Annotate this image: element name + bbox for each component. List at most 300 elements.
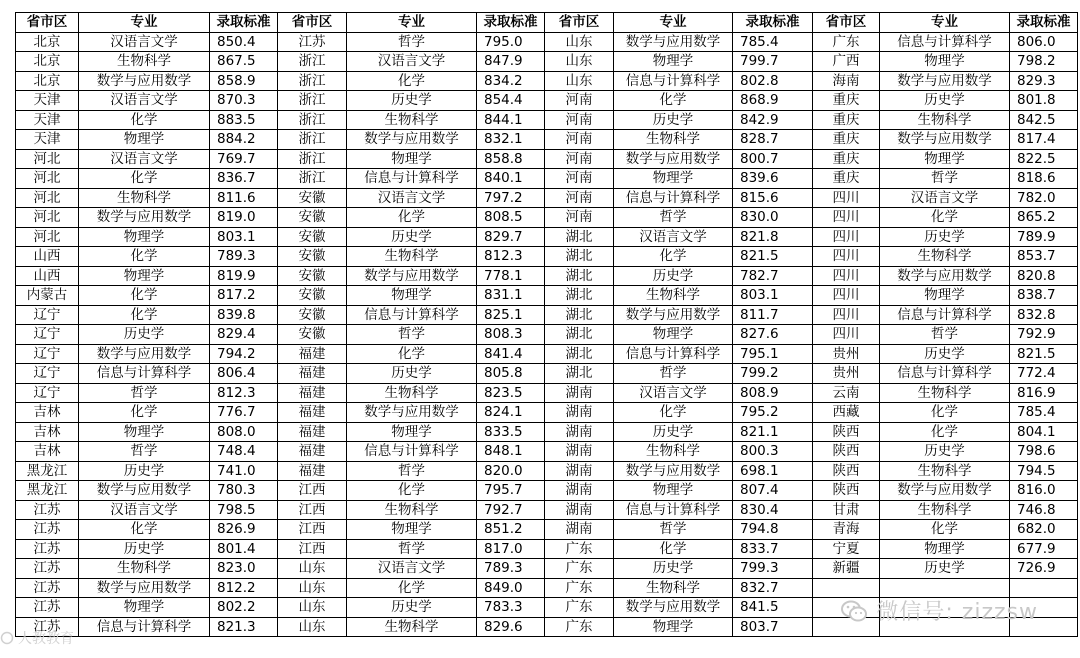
corner-logo: [0, 628, 74, 648]
score-cell: 808.0: [210, 422, 278, 442]
score-cell: 822.5: [1010, 149, 1078, 169]
major-cell: 数学与应用数学: [79, 208, 210, 228]
major-cell: 历史学: [347, 91, 477, 111]
province-cell: 甘肃: [813, 500, 880, 520]
major-cell: 哲学: [880, 325, 1010, 345]
province-header: 省市区: [813, 13, 880, 33]
score-cell: 798.6: [1010, 442, 1078, 462]
score-cell: 821.3: [210, 617, 278, 637]
header-row: [16, 13, 1078, 33]
table-row: [16, 110, 1078, 130]
major-cell: 数学与应用数学: [347, 130, 477, 150]
table-row: [16, 266, 1078, 286]
score-cell: 829.3: [1010, 71, 1078, 91]
score-cell: 819.9: [210, 266, 278, 286]
province-cell: 河北: [16, 227, 79, 247]
score-cell: 844.1: [477, 110, 545, 130]
score-cell: 832.8: [1010, 305, 1078, 325]
score-cell: 799.7: [733, 52, 813, 72]
score-cell: 842.9: [733, 110, 813, 130]
score-cell: 782.7: [733, 266, 813, 286]
province-cell: 广西: [813, 52, 880, 72]
major-cell: 汉语言文学: [614, 383, 733, 403]
province-cell: 河北: [16, 169, 79, 189]
major-cell: 化学: [79, 169, 210, 189]
province-cell: 安徽: [278, 325, 347, 345]
table-body: [16, 32, 1078, 637]
score-cell: 776.7: [210, 403, 278, 423]
province-cell: 北京: [16, 71, 79, 91]
score-cell: 833.7: [733, 539, 813, 559]
score-cell: 829.4: [210, 325, 278, 345]
province-cell: 黑龙江: [16, 461, 79, 481]
score-cell: 792.7: [477, 500, 545, 520]
major-cell: 数学与应用数学: [614, 32, 733, 52]
major-cell: 历史学: [347, 598, 477, 618]
province-cell: 河南: [545, 110, 614, 130]
score-cell: 794.8: [733, 520, 813, 540]
score-cell: 816.0: [1010, 481, 1078, 501]
logo-icon: [0, 631, 14, 645]
province-cell: 内蒙古: [16, 286, 79, 306]
province-cell: 河南: [545, 169, 614, 189]
province-cell: 四川: [813, 227, 880, 247]
province-cell: 北京: [16, 32, 79, 52]
province-cell: 浙江: [278, 149, 347, 169]
major-cell: 化学: [347, 578, 477, 598]
table-row: [16, 149, 1078, 169]
score-cell: 838.7: [1010, 286, 1078, 306]
province-cell: 湖南: [545, 403, 614, 423]
province-cell: 江苏: [16, 617, 79, 637]
province-cell: 广东: [813, 32, 880, 52]
table-row: [16, 520, 1078, 540]
major-cell: 化学: [79, 403, 210, 423]
wechat-icon: [840, 599, 868, 623]
province-cell: 贵州: [813, 344, 880, 364]
major-cell: 信息与计算科学: [614, 500, 733, 520]
province-cell: 河北: [16, 208, 79, 228]
score-cell: 867.5: [210, 52, 278, 72]
major-cell: 化学: [880, 403, 1010, 423]
major-cell: 历史学: [614, 110, 733, 130]
score-cell: 802.2: [210, 598, 278, 618]
major-cell: 物理学: [614, 169, 733, 189]
score-cell: 769.7: [210, 149, 278, 169]
province-cell: 江苏: [16, 578, 79, 598]
table-row: [16, 227, 1078, 247]
province-cell: 广东: [545, 617, 614, 637]
major-cell: 生物科学: [614, 286, 733, 306]
score-cell: 812.2: [210, 578, 278, 598]
corner-logo-text: 人教教育: [18, 631, 74, 647]
major-cell: 物理学: [347, 422, 477, 442]
score-header: 录取标准: [1010, 13, 1078, 33]
major-cell: 数学与应用数学: [880, 266, 1010, 286]
province-cell: 福建: [278, 461, 347, 481]
score-cell: 778.1: [477, 266, 545, 286]
province-cell: 宁夏: [813, 539, 880, 559]
major-cell: 物理学: [614, 52, 733, 72]
major-cell: 哲学: [347, 325, 477, 345]
score-cell: 812.3: [477, 247, 545, 267]
province-cell: 湖南: [545, 520, 614, 540]
province-cell: 江苏: [16, 500, 79, 520]
major-cell: 生物科学: [79, 559, 210, 579]
major-cell: 哲学: [614, 364, 733, 384]
score-cell: 785.4: [733, 32, 813, 52]
province-cell: 湖北: [545, 305, 614, 325]
table-row: [16, 325, 1078, 345]
major-cell: 哲学: [880, 169, 1010, 189]
province-cell: 陕西: [813, 442, 880, 462]
score-cell: 795.1: [733, 344, 813, 364]
score-cell: 840.1: [477, 169, 545, 189]
score-cell: 841.5: [733, 598, 813, 618]
score-cell: 801.8: [1010, 91, 1078, 111]
province-cell: 四川: [813, 325, 880, 345]
major-cell: 历史学: [79, 461, 210, 481]
province-cell: 河南: [545, 188, 614, 208]
score-cell: 821.5: [1010, 344, 1078, 364]
score-cell: 803.1: [210, 227, 278, 247]
province-cell: 新疆: [813, 559, 880, 579]
major-cell: 信息与计算科学: [614, 71, 733, 91]
score-cell: 825.1: [477, 305, 545, 325]
major-cell: 化学: [614, 91, 733, 111]
major-cell: 化学: [347, 481, 477, 501]
province-cell: 山西: [16, 247, 79, 267]
province-cell: 辽宁: [16, 364, 79, 384]
score-cell: 817.2: [210, 286, 278, 306]
score-cell: 830.0: [733, 208, 813, 228]
score-cell: 795.0: [477, 32, 545, 52]
score-cell: 807.4: [733, 481, 813, 501]
score-cell: 808.9: [733, 383, 813, 403]
score-cell: 804.1: [1010, 422, 1078, 442]
province-cell: 天津: [16, 110, 79, 130]
score-cell: 839.8: [210, 305, 278, 325]
score-cell: 803.1: [733, 286, 813, 306]
table-row: [16, 208, 1078, 228]
province-cell: 安徽: [278, 188, 347, 208]
province-cell: 山东: [278, 559, 347, 579]
major-cell: 汉语言文学: [347, 559, 477, 579]
major-cell: 信息与计算科学: [880, 305, 1010, 325]
score-cell: 829.7: [477, 227, 545, 247]
province-cell: 陕西: [813, 461, 880, 481]
province-cell: 江西: [278, 500, 347, 520]
province-cell: 福建: [278, 383, 347, 403]
major-cell: 数学与应用数学: [79, 481, 210, 501]
major-cell: 哲学: [79, 442, 210, 462]
province-cell: 浙江: [278, 52, 347, 72]
table-row: [16, 71, 1078, 91]
major-cell: 物理学: [79, 266, 210, 286]
province-cell: 广东: [545, 578, 614, 598]
major-cell: 化学: [347, 71, 477, 91]
province-cell: 山东: [278, 578, 347, 598]
score-cell: 746.8: [1010, 500, 1078, 520]
score-cell: 841.4: [477, 344, 545, 364]
major-cell: 哲学: [347, 461, 477, 481]
score-cell: 847.9: [477, 52, 545, 72]
score-cell: 836.7: [210, 169, 278, 189]
score-cell: 848.1: [477, 442, 545, 462]
major-cell: 生物科学: [79, 188, 210, 208]
score-cell: 794.5: [1010, 461, 1078, 481]
major-cell: 生物科学: [614, 130, 733, 150]
score-cell: 799.2: [733, 364, 813, 384]
score-cell: 868.9: [733, 91, 813, 111]
province-cell: 福建: [278, 364, 347, 384]
score-cell: 817.0: [477, 539, 545, 559]
major-cell: 信息与计算科学: [614, 344, 733, 364]
province-cell: 河南: [545, 149, 614, 169]
province-cell: 辽宁: [16, 325, 79, 345]
major-header: 专业: [347, 13, 477, 33]
score-cell: 802.8: [733, 71, 813, 91]
province-cell: 江苏: [16, 559, 79, 579]
major-cell: 物理学: [880, 149, 1010, 169]
province-cell: 安徽: [278, 266, 347, 286]
score-cell: 828.7: [733, 130, 813, 150]
table-row: [16, 383, 1078, 403]
major-cell: 数学与应用数学: [79, 578, 210, 598]
province-cell: 青海: [813, 520, 880, 540]
score-cell: 792.9: [1010, 325, 1078, 345]
province-cell: 四川: [813, 208, 880, 228]
major-cell: 历史学: [880, 559, 1010, 579]
major-cell: 历史学: [880, 227, 1010, 247]
major-cell: 生物科学: [880, 500, 1010, 520]
table-row: [16, 481, 1078, 501]
table-row: [16, 559, 1078, 579]
major-cell: 历史学: [79, 325, 210, 345]
score-cell: 806.4: [210, 364, 278, 384]
province-cell: 陕西: [813, 422, 880, 442]
table-row: [16, 500, 1078, 520]
major-cell: 生物科学: [880, 110, 1010, 130]
major-cell: 哲学: [347, 539, 477, 559]
score-cell: 801.4: [210, 539, 278, 559]
major-cell: 化学: [79, 110, 210, 130]
province-cell: 江苏: [16, 598, 79, 618]
major-cell: 汉语言文学: [880, 188, 1010, 208]
province-cell: 湖北: [545, 266, 614, 286]
table-row: [16, 52, 1078, 72]
major-cell: 汉语言文学: [79, 149, 210, 169]
province-cell: 天津: [16, 130, 79, 150]
province-cell: 辽宁: [16, 305, 79, 325]
table-row: [16, 442, 1078, 462]
score-cell: 812.3: [210, 383, 278, 403]
score-cell: 816.9: [1010, 383, 1078, 403]
province-cell: 山东: [545, 71, 614, 91]
province-cell: 贵州: [813, 364, 880, 384]
province-cell: 辽宁: [16, 383, 79, 403]
province-cell: 吉林: [16, 403, 79, 423]
score-cell: 821.1: [733, 422, 813, 442]
major-cell: 化学: [347, 208, 477, 228]
province-cell: 河北: [16, 188, 79, 208]
province-cell: 四川: [813, 266, 880, 286]
major-cell: 历史学: [614, 266, 733, 286]
major-cell: 生物科学: [347, 110, 477, 130]
score-cell: 805.8: [477, 364, 545, 384]
major-cell: 化学: [880, 208, 1010, 228]
major-header: 专业: [79, 13, 210, 33]
major-cell: 化学: [347, 344, 477, 364]
table-row: [16, 169, 1078, 189]
score-header: 录取标准: [210, 13, 278, 33]
province-cell: 河南: [545, 208, 614, 228]
province-cell: 河南: [545, 130, 614, 150]
score-cell: 832.1: [477, 130, 545, 150]
table-row: [16, 364, 1078, 384]
major-cell: 数学与应用数学: [880, 481, 1010, 501]
major-cell: 物理学: [347, 286, 477, 306]
major-cell: 哲学: [614, 520, 733, 540]
table-row: [16, 305, 1078, 325]
score-cell: 823.5: [477, 383, 545, 403]
score-cell: 839.6: [733, 169, 813, 189]
province-cell: 天津: [16, 91, 79, 111]
score-cell: 797.2: [477, 188, 545, 208]
province-header: 省市区: [278, 13, 347, 33]
province-cell: 江苏: [278, 32, 347, 52]
major-cell: 信息与计算科学: [347, 169, 477, 189]
province-cell: 江西: [278, 520, 347, 540]
score-cell: 820.0: [477, 461, 545, 481]
score-cell: 832.7: [733, 578, 813, 598]
major-cell: 汉语言文学: [79, 32, 210, 52]
major-cell: 汉语言文学: [79, 91, 210, 111]
major-cell: 数学与应用数学: [347, 266, 477, 286]
province-cell: 重庆: [813, 149, 880, 169]
major-cell: 信息与计算科学: [614, 188, 733, 208]
score-cell: 808.5: [477, 208, 545, 228]
province-cell: 河南: [545, 91, 614, 111]
province-cell: 西藏: [813, 403, 880, 423]
score-cell: 824.1: [477, 403, 545, 423]
province-cell: 湖北: [545, 344, 614, 364]
score-cell: 834.2: [477, 71, 545, 91]
province-cell: 重庆: [813, 130, 880, 150]
province-header: 省市区: [16, 13, 79, 33]
score-cell: 789.3: [210, 247, 278, 267]
wechat-watermark: [840, 595, 1038, 626]
province-cell: 安徽: [278, 208, 347, 228]
score-cell: 808.3: [477, 325, 545, 345]
score-cell: 815.6: [733, 188, 813, 208]
major-cell: 生物科学: [347, 617, 477, 637]
major-cell: 历史学: [79, 539, 210, 559]
major-cell: 历史学: [614, 559, 733, 579]
table-row: [16, 286, 1078, 306]
score-cell: 772.4: [1010, 364, 1078, 384]
major-cell: 生物科学: [347, 247, 477, 267]
table-row: [16, 188, 1078, 208]
province-cell: 广东: [545, 539, 614, 559]
major-cell: 物理学: [79, 422, 210, 442]
score-cell: 829.6: [477, 617, 545, 637]
province-header: 省市区: [545, 13, 614, 33]
province-cell: 山东: [545, 52, 614, 72]
table-row: [16, 461, 1078, 481]
table-row: [16, 130, 1078, 150]
major-cell: 化学: [614, 403, 733, 423]
table-row: [16, 91, 1078, 111]
major-cell: 数学与应用数学: [614, 305, 733, 325]
province-cell: 福建: [278, 344, 347, 364]
province-cell: 广东: [545, 559, 614, 579]
score-cell: 698.1: [733, 461, 813, 481]
major-cell: 物理学: [614, 325, 733, 345]
major-cell: 哲学: [79, 383, 210, 403]
major-cell: 生物科学: [614, 578, 733, 598]
province-cell: 浙江: [278, 169, 347, 189]
province-cell: 重庆: [813, 91, 880, 111]
major-cell: 历史学: [347, 364, 477, 384]
table-row: [16, 247, 1078, 267]
score-cell: 789.3: [477, 559, 545, 579]
province-cell: 安徽: [278, 305, 347, 325]
major-cell: 信息与计算科学: [880, 32, 1010, 52]
major-cell: 化学: [614, 247, 733, 267]
major-cell: 物理学: [880, 52, 1010, 72]
province-cell: 重庆: [813, 110, 880, 130]
province-cell: 江西: [278, 481, 347, 501]
score-cell: 798.5: [210, 500, 278, 520]
province-cell: 湖南: [545, 422, 614, 442]
score-cell: 820.8: [1010, 266, 1078, 286]
score-cell: 800.7: [733, 149, 813, 169]
score-cell: 830.4: [733, 500, 813, 520]
major-cell: 历史学: [880, 344, 1010, 364]
score-cell: 884.2: [210, 130, 278, 150]
major-cell: 物理学: [79, 598, 210, 618]
province-cell: 湖北: [545, 325, 614, 345]
major-cell: 汉语言文学: [347, 188, 477, 208]
major-cell: 化学: [880, 520, 1010, 540]
score-cell: 819.0: [210, 208, 278, 228]
province-cell: 四川: [813, 286, 880, 306]
major-cell: 物理学: [880, 286, 1010, 306]
province-cell: 陕西: [813, 481, 880, 501]
major-cell: 物理学: [614, 617, 733, 637]
province-cell: 湖北: [545, 247, 614, 267]
score-cell: 741.0: [210, 461, 278, 481]
major-cell: 数学与应用数学: [614, 598, 733, 618]
province-cell: 河北: [16, 149, 79, 169]
score-cell: 677.9: [1010, 539, 1078, 559]
score-cell: 826.9: [210, 520, 278, 540]
score-cell: 818.6: [1010, 169, 1078, 189]
score-cell: 783.3: [477, 598, 545, 618]
major-cell: 生物科学: [79, 52, 210, 72]
score-cell: 748.4: [210, 442, 278, 462]
major-cell: 物理学: [347, 520, 477, 540]
major-cell: 生物科学: [614, 442, 733, 462]
watermark-text: 微信号: zizzsw: [876, 600, 1038, 625]
major-cell: 信息与计算科学: [880, 364, 1010, 384]
score-cell: 785.4: [1010, 403, 1078, 423]
score-cell: 842.5: [1010, 110, 1078, 130]
province-cell: 浙江: [278, 130, 347, 150]
major-header: 专业: [880, 13, 1010, 33]
province-cell: 四川: [813, 188, 880, 208]
